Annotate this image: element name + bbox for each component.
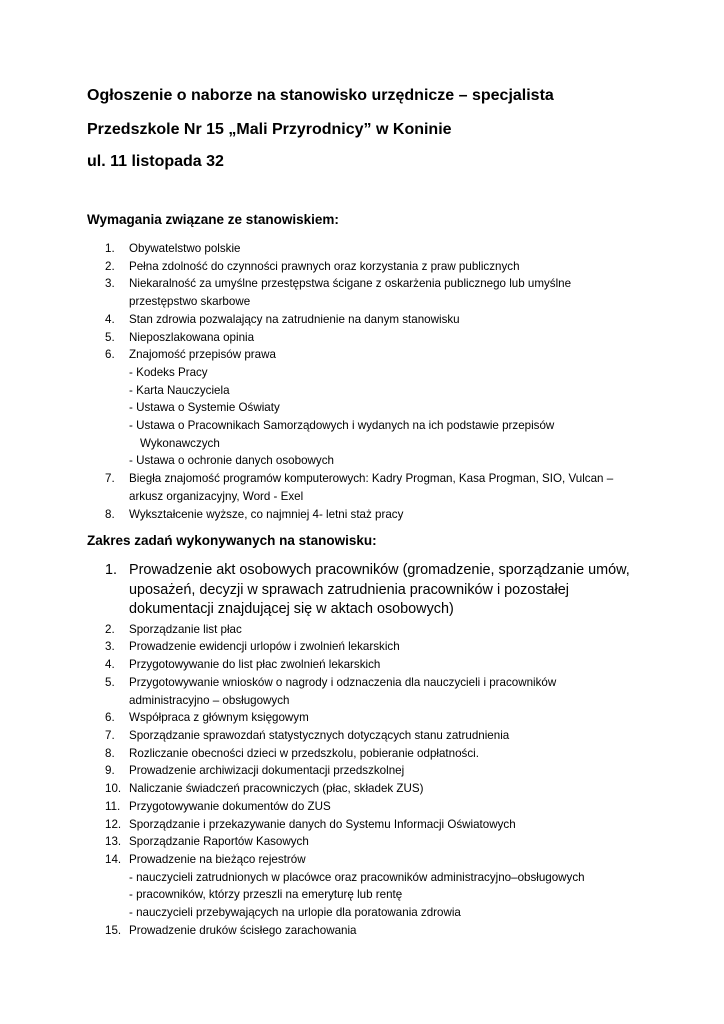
item-number: 15. — [105, 923, 122, 937]
list-item — [0, 762, 637, 780]
item-number: 8. — [105, 507, 115, 521]
item-number: 2. — [105, 622, 115, 636]
institution-name: Przedszkole Nr 15 „Mali Przyrodnicy” w Koninie — [87, 121, 452, 138]
item-text: Sporządzanie list płac — [129, 622, 242, 636]
item-text: Biegła znajomość programów komputerowych: Kadry Progman, Kasa Progman, SIO, Vulcan – arkusz organizacyjny, Word - Exel — [129, 472, 614, 503]
list-item — [0, 329, 629, 347]
item-text: Prowadzenie archiwizacji dokumentacji przedszkolnej — [129, 764, 405, 778]
item-text: Pełna zdolność do czynności prawnych oraz korzystania z praw publicznych — [129, 259, 520, 273]
sub-item: - nauczycieli przebywających na urlopie dla poratowania zdrowia — [129, 906, 461, 920]
duties-heading: Zakres zadań wykonywanych na stanowisku: — [87, 533, 377, 548]
list-item — [0, 798, 637, 816]
list-item — [0, 311, 629, 329]
requirements-list — [0, 240, 629, 523]
item-number: 7. — [105, 472, 115, 486]
item-number: 6. — [105, 348, 115, 362]
sub-item: - Karta Nauczyciela — [129, 383, 230, 397]
sub-item: - pracowników, którzy przeszli na emeryturę lub rentę — [129, 888, 403, 902]
sub-item: - Ustawa o ochronie danych osobowych — [129, 454, 334, 468]
list-item — [0, 727, 637, 745]
item-text: Prowadzenie na bieżąco rejestrów — [129, 852, 306, 866]
sub-item: - Ustawa o Systemie Oświaty — [129, 401, 280, 415]
sub-item: - Kodeks Pracy — [129, 365, 208, 379]
list-item — [0, 638, 637, 656]
item-text: Przygotowywanie wniosków o nagrody i odznaczenia dla nauczycieli i pracowników administracyjno – obsługowych — [129, 675, 557, 707]
list-item — [0, 561, 637, 621]
item-text: Prowadzenie druków ścisłego zarachowania — [129, 923, 357, 937]
item-number: 10. — [105, 782, 122, 796]
item-number: 6. — [105, 711, 115, 725]
item-text: Naliczanie świadczeń pracowniczych (płac, składek ZUS) — [129, 782, 424, 796]
item-text: Znajomość przepisów prawa — [129, 348, 276, 362]
item-text: Współpraca z głównym księgowym — [129, 711, 309, 725]
list-item — [0, 851, 637, 922]
list-item — [0, 621, 637, 639]
list-item — [0, 780, 637, 798]
list-item — [0, 674, 637, 709]
item-number: 3. — [105, 277, 115, 291]
item-number: 3. — [105, 640, 115, 654]
announcement-title: Ogłoszenie o naborze na stanowisko urzędnicze – specjalista — [87, 87, 554, 104]
sub-item: - nauczycieli zatrudnionych w placówce oraz pracowników administracyjno–obsługowych — [129, 870, 585, 884]
item-text: Sporządzanie sprawozdań statystycznych dotyczących stanu zatrudnienia — [129, 729, 510, 742]
item-text: Obywatelstwo polskie — [129, 242, 241, 255]
duties-list — [0, 561, 637, 939]
list-item — [0, 346, 629, 470]
item-text: Sporządzanie i przekazywanie danych do Systemu Informacji Oświatowych — [129, 817, 516, 831]
item-number: 12. — [105, 817, 122, 831]
list-item — [0, 745, 637, 763]
item-text: Niekaralność za umyślne przestępstwa ścigane z oskarżenia publicznego lub umyślne przestępstwo skarbowe — [129, 277, 572, 309]
item-number: 14. — [105, 852, 122, 866]
item-text: Wykształcenie wyższe, co najmniej 4- letni staż pracy — [129, 507, 404, 521]
requirements-heading: Wymagania związane ze stanowiskiem: — [87, 212, 339, 227]
sub-item: - Ustawa o Pracownikach Samorządowych i wydanych na ich podstawie przepisów — [129, 419, 555, 433]
list-item — [0, 922, 637, 940]
item-number: 5. — [105, 330, 115, 344]
item-text: Rozliczanie obecności dzieci w przedszkolu, pobieranie odpłatności. — [129, 746, 479, 760]
item-text: Prowadzenie akt osobowych pracowników (gromadzenie, sporządzanie umów, uposażeń, decyzji w sprawach zatrudnienia pracowników i pozostałej dokumentacji znajdującej się w aktach osobowych) — [129, 562, 630, 618]
item-number: 1. — [105, 562, 118, 578]
item-number: 5. — [105, 675, 115, 689]
list-item — [0, 258, 629, 276]
item-text: Przygotowywanie dokumentów do ZUS — [129, 799, 331, 813]
institution-address: ul. 11 listopada 32 — [87, 153, 224, 170]
list-item — [0, 816, 637, 834]
sub-item: Wykonawczych — [140, 436, 220, 450]
item-text: Nieposzlakowana opinia — [129, 330, 255, 344]
list-item — [0, 833, 637, 851]
item-number: 4. — [105, 658, 115, 672]
item-number: 1. — [105, 242, 115, 255]
item-number: 2. — [105, 259, 115, 273]
list-item — [0, 240, 629, 258]
item-text: Stan zdrowia pozwalający na zatrudnienie na danym stanowisku — [129, 312, 460, 326]
item-number: 8. — [105, 746, 115, 760]
item-number: 11. — [105, 799, 121, 813]
item-number: 9. — [105, 764, 115, 778]
item-number: 13. — [105, 835, 122, 849]
item-text: Przygotowywanie do list płac zwolnień lekarskich — [129, 658, 381, 672]
list-item — [0, 506, 629, 524]
item-text: Sporządzanie Raportów Kasowych — [129, 835, 309, 849]
list-item — [0, 709, 637, 727]
item-text: Prowadzenie ewidencji urlopów i zwolnień lekarskich — [129, 640, 400, 654]
item-number: 7. — [105, 729, 115, 742]
list-item — [0, 470, 629, 505]
list-item — [0, 275, 629, 310]
list-item — [0, 656, 637, 674]
item-number: 4. — [105, 312, 115, 326]
